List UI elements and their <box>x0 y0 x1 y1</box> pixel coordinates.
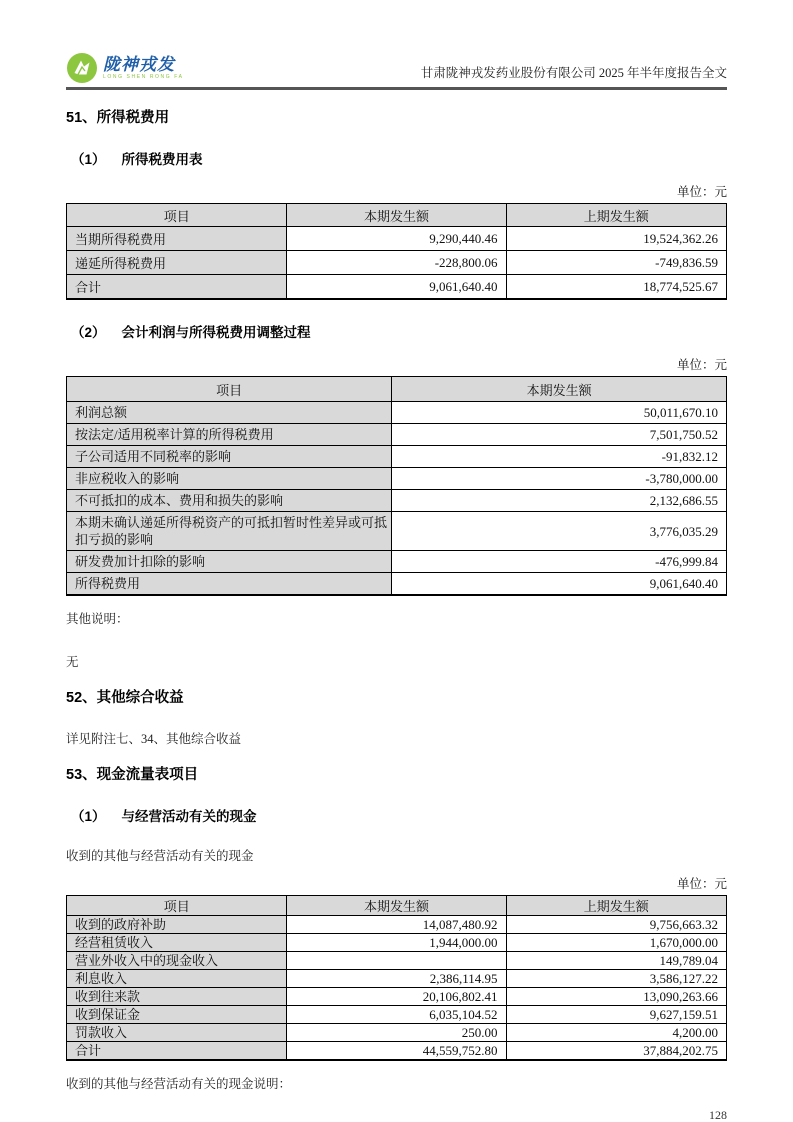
value-cell: -749,836.59 <box>506 251 726 275</box>
table-header-row <box>67 204 727 227</box>
row-label-cell: 收到往来款 <box>67 988 287 1006</box>
unit-label-3: 单位：元 <box>676 877 727 891</box>
row-label-cell: 子公司适用不同税率的影响 <box>67 446 392 468</box>
column-header: 本期发生额 <box>287 204 506 227</box>
row-label-cell: 收到的政府补助 <box>67 916 287 934</box>
row-label-cell: 利息收入 <box>67 970 287 988</box>
column-header: 上期发生额 <box>506 204 726 227</box>
table-row <box>67 402 727 424</box>
brand-name-cn: 陇神戎发 <box>103 55 175 74</box>
value-cell: 250.00 <box>287 1024 506 1042</box>
value-cell: 13,090,263.66 <box>506 988 726 1006</box>
value-cell <box>287 952 506 970</box>
header-divider <box>66 87 727 90</box>
column-header: 本期发生额 <box>392 377 727 402</box>
value-cell: 9,061,640.40 <box>287 275 506 300</box>
table-row <box>67 490 727 512</box>
brand-name-en: LONG SHEN RONG FA <box>103 74 184 80</box>
row-label-cell: 本期未确认递延所得税资产的可抵扣暂时性差异或可抵扣亏损的影响 <box>67 512 392 551</box>
page-header <box>66 46 727 84</box>
value-cell: 4,200.00 <box>506 1024 726 1042</box>
value-cell: 6,035,104.52 <box>287 1006 506 1024</box>
table-row <box>67 424 727 446</box>
cash-received-outro: 收到的其他与经营活动有关的现金说明： <box>66 1077 292 1091</box>
value-cell: 14,087,480.92 <box>287 916 506 934</box>
value-cell: 44,559,752.80 <box>287 1042 506 1061</box>
value-cell: 7,501,750.52 <box>392 424 727 446</box>
row-label-cell: 利润总额 <box>67 402 392 424</box>
other-note-label: 其他说明： <box>66 612 129 626</box>
value-cell: 1,670,000.00 <box>506 934 726 952</box>
section-52-note: 详见附注七、34、其他综合收益 <box>66 732 242 746</box>
table-row <box>67 1042 727 1061</box>
table-row <box>67 551 727 573</box>
value-cell: 2,132,686.55 <box>392 490 727 512</box>
section-51-title: 51、所得税费用 <box>66 110 170 126</box>
row-label-cell: 按法定/适用税率计算的所得税费用 <box>67 424 392 446</box>
row-label-cell: 经营租赁收入 <box>67 934 287 952</box>
table-row <box>67 1024 727 1042</box>
table-row <box>67 251 727 275</box>
value-cell: 9,756,663.32 <box>506 916 726 934</box>
page-number: 128 <box>709 1108 727 1122</box>
row-label-cell: 递延所得税费用 <box>67 251 287 275</box>
column-header: 项目 <box>67 204 287 227</box>
column-header: 本期发生额 <box>287 896 506 916</box>
table-row <box>67 468 727 490</box>
value-cell: 3,586,127.22 <box>506 970 726 988</box>
table-row <box>67 916 727 934</box>
section-51-sub-1-title: （1） 所得税费用表 <box>71 152 203 167</box>
value-cell: -476,999.84 <box>392 551 727 573</box>
document-title: 甘肃陇神戎发药业股份有限公司 2025 年半年度报告全文 <box>420 66 727 80</box>
row-label-cell: 研发费加计扣除的影响 <box>67 551 392 573</box>
row-label-cell: 收到保证金 <box>67 1006 287 1024</box>
value-cell: 19,524,362.26 <box>506 227 726 251</box>
value-cell: 37,884,202.75 <box>506 1042 726 1061</box>
table-row <box>67 573 727 596</box>
table-row <box>67 970 727 988</box>
section-53-title: 53、现金流量表项目 <box>66 767 199 783</box>
value-cell: -3,780,000.00 <box>392 468 727 490</box>
table-row <box>67 512 727 551</box>
logo-text <box>103 56 184 80</box>
column-header: 项目 <box>67 896 287 916</box>
row-label-cell: 所得税费用 <box>67 573 392 596</box>
logo-icon <box>66 52 98 84</box>
row-label-cell: 合计 <box>67 275 287 300</box>
row-label-cell: 罚款收入 <box>67 1024 287 1042</box>
row-label-cell: 合计 <box>67 1042 287 1061</box>
table-row <box>67 934 727 952</box>
unit-label-2: 单位：元 <box>676 358 727 372</box>
other-note-value: 无 <box>66 655 79 669</box>
row-label-cell: 非应税收入的影响 <box>67 468 392 490</box>
row-label-cell: 当期所得税费用 <box>67 227 287 251</box>
value-cell: 2,386,114.95 <box>287 970 506 988</box>
cash-received-intro: 收到的其他与经营活动有关的现金 <box>66 849 254 863</box>
row-label-cell: 不可抵扣的成本、费用和损失的影响 <box>67 490 392 512</box>
company-logo <box>66 52 184 84</box>
column-header: 上期发生额 <box>506 896 726 916</box>
value-cell: 1,944,000.00 <box>287 934 506 952</box>
value-cell: 3,776,035.29 <box>392 512 727 551</box>
section-52-title: 52、其他综合收益 <box>66 690 184 706</box>
table-row <box>67 1006 727 1024</box>
table-row <box>67 988 727 1006</box>
column-header: 项目 <box>67 377 392 402</box>
section-53-sub-1-title: （1） 与经营活动有关的现金 <box>71 809 257 824</box>
table-row <box>67 446 727 468</box>
tax-adjustment-table <box>66 376 727 596</box>
value-cell: -91,832.12 <box>392 446 727 468</box>
value-cell: 9,061,640.40 <box>392 573 727 596</box>
value-cell: 149,789.04 <box>506 952 726 970</box>
value-cell: 9,627,159.51 <box>506 1006 726 1024</box>
table-row <box>67 952 727 970</box>
section-51-sub-2-title: （2） 会计利润与所得税费用调整过程 <box>71 325 311 340</box>
value-cell: -228,800.06 <box>287 251 506 275</box>
value-cell: 18,774,525.67 <box>506 275 726 300</box>
table-row <box>67 227 727 251</box>
table-header-row <box>67 377 727 402</box>
cash-received-table <box>66 895 727 1061</box>
value-cell: 9,290,440.46 <box>287 227 506 251</box>
table-row <box>67 275 727 300</box>
value-cell: 20,106,802.41 <box>287 988 506 1006</box>
value-cell: 50,011,670.10 <box>392 402 727 424</box>
unit-label-1: 单位：元 <box>676 185 727 199</box>
table-header-row <box>67 896 727 916</box>
income-tax-expense-table <box>66 203 727 300</box>
row-label-cell: 营业外收入中的现金收入 <box>67 952 287 970</box>
